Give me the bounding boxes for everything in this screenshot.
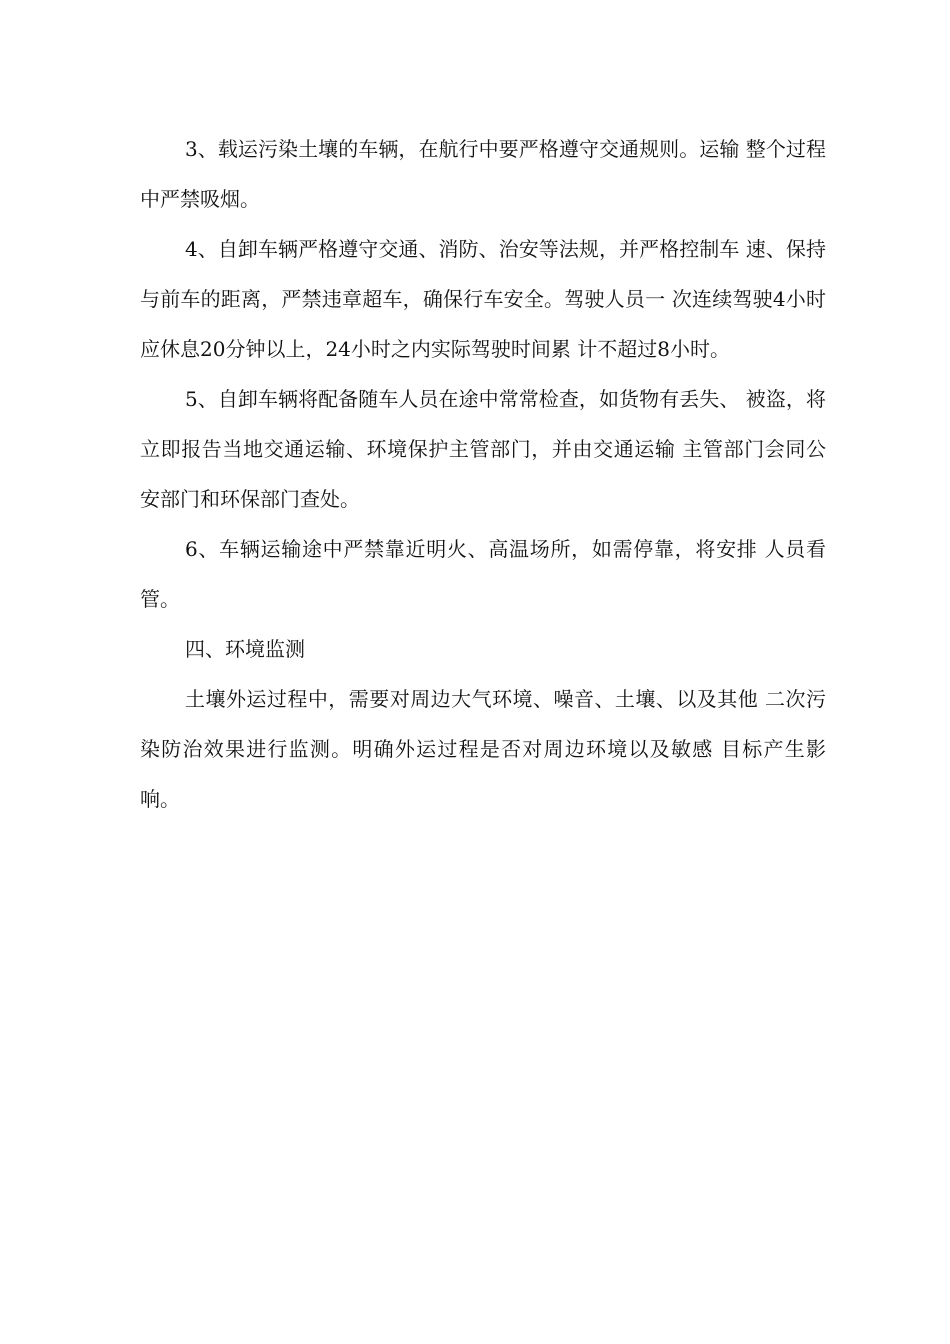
section-heading-environmental-monitoring: 四、环境监测	[185, 637, 305, 661]
paragraph-item-3: 3、载运污染土壤的车辆，在航行中要严格遵守交通规则。运输 整个过程中严禁吸烟。	[140, 137, 826, 211]
paragraph-monitoring-description: 土壤外运过程中，需要对周边大气环境、噪音、土壤、以及其他 二次污染防治效果进行监测。明确外运过程是否对周边环境以及敏感 目标产生影响。	[140, 687, 826, 811]
document-body	[140, 124, 826, 824]
paragraph-item-4: 4、自卸车辆严格遵守交通、消防、治安等法规，并严格控制车 速、保持与前车的距离，严禁违章超车，确保行车安全。驾驶人员一 次连续驾驶4小时应休息20分钟以上，24小时之内实际驾驶时间累 计不超过8小时。	[140, 237, 826, 361]
paragraph-item-6: 6、车辆运输途中严禁靠近明火、高温场所，如需停靠，将安排 人员看管。	[140, 537, 826, 611]
paragraph-item-5: 5、自卸车辆将配备随车人员在途中常常检查，如货物有丢失、 被盗，将立即报告当地交通运输、环境保护主管部门，并由交通运输 主管部门会同公安部门和环保部门查处。	[140, 387, 826, 511]
